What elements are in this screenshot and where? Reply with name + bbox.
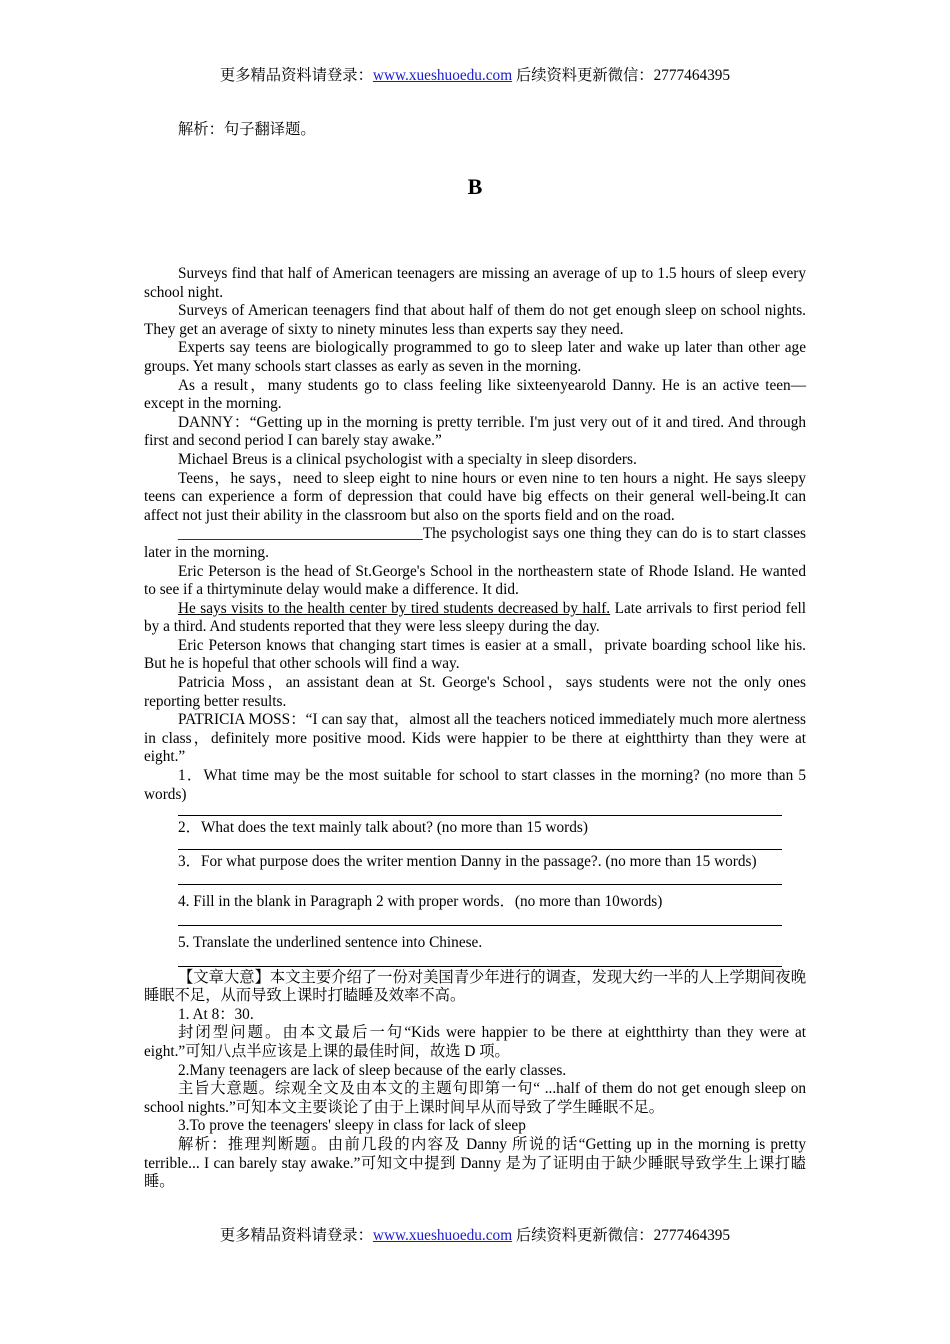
footer-link[interactable]: www.xueshuoedu.com [372, 1227, 513, 1244]
blank-paragraph [144, 525, 806, 562]
passage-paragraph: Teens，he says，need to sleep eight to nine hours or even nine to ten hours a night. He says sleepy teens can experience a form of depression that could have big effects on their general well-being.It can affect not just their ability in the classroom but also on the sports field and on the road. [144, 469, 806, 524]
answer-1: 1. At 8：30. [178, 1005, 254, 1023]
question-4: 4. Fill in the blank in Paragraph 2 with proper words．(no more than 10words) [178, 893, 663, 911]
answer-line-4[interactable] [178, 914, 782, 926]
underlined-sentence: He says visits to the health center by tired students decreased by half. [178, 599, 611, 617]
passage-paragraph: Eric Peterson knows that changing start times is easier at a small，private boarding school like his. But he is hopeful that other schools will find a way. [144, 636, 806, 673]
blank-paragraph-text: The psychologist says one thing they can do is to start classes later in the morning. [144, 525, 806, 561]
fill-blank: ________________________________ [178, 525, 423, 543]
passage-paragraph: As a result，many students go to class feeling like sixteenyearold Danny. He is an active teen—except in the morning. [144, 376, 806, 413]
answer-3-explanation: 解析：推理判断题。由前几段的内容及 Danny 所说的话“Getting up in the morning is pretty terrible... I can barely stay awake.”可知文中提到 Danny 是为了证明由于缺少睡眠导致学生上课打瞌睡。 [144, 1135, 806, 1191]
footer-suffix: 后续资料更新微信：2777464395 [512, 1227, 731, 1244]
header-suffix: 后续资料更新微信：2777464395 [512, 67, 731, 84]
page-header [0, 67, 950, 86]
top-analysis: 解析：句子翻译题。 [178, 121, 316, 138]
answer-line-3[interactable] [178, 873, 782, 885]
passage-paragraph: Patricia Moss，an assistant dean at St. George's School，says students were not the only ones reporting better results. [144, 674, 806, 710]
underlined-paragraph-rest: Late arrivals to first period fell by a third. And students reported that they were less sleepy during the day. [144, 599, 806, 636]
passage-paragraph: Eric Peterson is the head of St.George's School in the northeastern state of Rhode Island. He wanted to see if a thirtyminute delay would make a difference. It did. [144, 562, 806, 599]
passage-paragraph: Surveys of American teenagers find that about half of them do not get enough sleep on school nights. They get an average of sixty to ninety minutes less than experts say they need. [144, 302, 806, 338]
answer-line-2[interactable] [178, 838, 782, 850]
page-footer [0, 1227, 950, 1246]
section-heading: B [467, 174, 483, 199]
question-2: 2．What does the text mainly talk about? (no more than 15 words) [178, 819, 588, 837]
question-5: 5. Translate the underlined sentence into Chinese. [178, 934, 483, 951]
footer-prefix: 更多精品资料请登录： [219, 1227, 373, 1244]
answer-2-explanation: 主旨大意题。综观全文及由本文的主题句即第一句“ ...half of them do not get enough sleep on school nights.”可知本文主要谈论了由于上课时间早从而导致了学生睡眠不足。 [144, 1080, 806, 1116]
question-1: 1．What time may be the most suitable for school to start classes in the morning? (no more than 5 words) [144, 767, 806, 803]
answer-3: 3.To prove the teenagers' sleepy in class for lack of sleep [178, 1117, 526, 1135]
passage-paragraph: PATRICIA MOSS：“I can say that，almost all the teachers noticed immediately much more alertness in class，definitely more positive mood. Kids were happier to be there at eightthirty than they were at eight.” [144, 711, 806, 766]
question-3: 3．For what purpose does the writer mention Danny in the passage?. (no more than 15 words) [178, 852, 757, 870]
passage-paragraph: Experts say teens are biologically programmed to go to sleep later and wake up later than other age groups. Yet many schools start classes as early as seven in the morning. [144, 339, 806, 375]
passage-paragraph: Michael Breus is a clinical psychologist with a specialty in sleep disorders. [178, 450, 637, 468]
passage-paragraph: Surveys find that half of American teenagers are missing an average of up to 1.5 hours of sleep every school night. [144, 265, 806, 301]
answer-2: 2.Many teenagers are lack of sleep because of the early classes. [178, 1061, 567, 1079]
article-summary: 【文章大意】本文主要介绍了一份对美国青少年进行的调查，发现大约一半的人上学期间夜晚睡眠不足，从而导致上课时打瞌睡及效率不高。 [144, 968, 806, 1005]
document-body [144, 265, 806, 1192]
passage-paragraph: DANNY：“Getting up in the morning is pretty terrible. I'm just very out of it and tired. And through first and second period I can barely stay awake.” [144, 413, 806, 450]
header-link[interactable]: www.xueshuoedu.com [372, 67, 513, 84]
answer-1-explanation: 封闭型问题。由本文最后一句“Kids were happier to be there at eightthirty than they were at eight.”可知八点半应该是上课的最佳时间，故选 D 项。 [144, 1024, 806, 1060]
header-prefix: 更多精品资料请登录： [219, 67, 373, 84]
answer-line-5[interactable] [178, 955, 782, 967]
underlined-paragraph [144, 600, 806, 637]
answer-line-1[interactable] [178, 804, 782, 816]
